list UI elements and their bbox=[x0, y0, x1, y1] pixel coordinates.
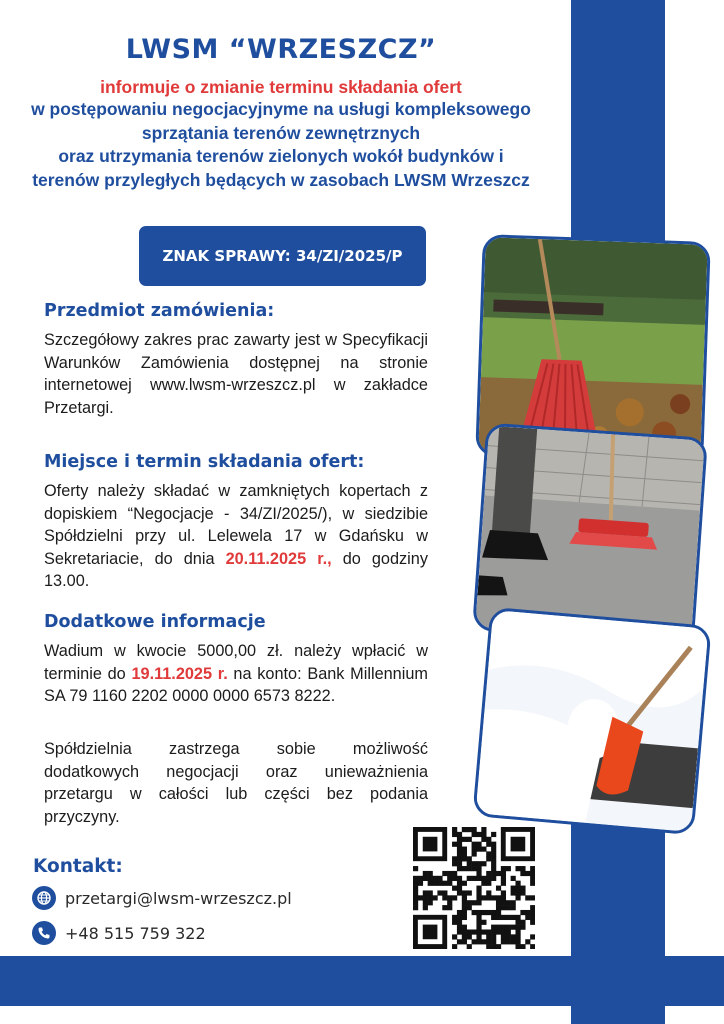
contact-heading: Kontakt: bbox=[33, 856, 123, 877]
wadium-date: 19.11.2025 r. bbox=[131, 664, 228, 683]
decorative-bottom-bar bbox=[0, 956, 724, 1006]
contact-phone-row bbox=[32, 921, 206, 945]
qr-code[interactable] bbox=[413, 827, 535, 949]
section-text-wadium bbox=[44, 640, 428, 708]
phone-icon bbox=[32, 921, 56, 945]
section-text-miejsce bbox=[44, 480, 428, 593]
subtitle-notice: informuje o zmianie terminu składania ofert bbox=[100, 77, 462, 97]
header bbox=[20, 34, 542, 192]
globe-icon bbox=[32, 886, 56, 910]
miejsce-text-after: do godziny 13.00. bbox=[44, 549, 428, 590]
subtitle-line-2: sprzątania terenów zewnętrznych bbox=[141, 122, 421, 143]
subtitle-line-3: oraz utrzymania terenów zielonych wokół budynków i bbox=[58, 146, 504, 166]
contact-phone[interactable]: +48 515 759 322 bbox=[65, 923, 206, 943]
section-heading-przedmiot: Przedmiot zamówienia: bbox=[44, 301, 275, 321]
reference-label: ZNAK SPRAWY: 34/ZI/2025/P bbox=[162, 247, 403, 265]
section-text-przedmiot: Szczegółowy zakres prac zawarty jest w Specyfikacji Warunków Zamówienia dostępnej na stronie internetowej www.lwsm-wrzeszcz.pl w zakładce Przetargi. bbox=[44, 331, 428, 417]
reference-badge bbox=[139, 226, 426, 286]
miejsce-text-before: Oferty należy składać w zamkniętych kopertach z dopiskiem “Negocjacje - 34/ZI/2025/), w siedzibie Spółdzielni przy ul. Lelewela 17 w Gdańsku w Sekretariacie, do dnia bbox=[44, 482, 428, 568]
wadium-text-after: na konto: Bank Millennium SA 79 1160 2202 0000 0000 6573 8222. bbox=[44, 664, 428, 705]
section-heading-miejsce: Miejsce i termin składania ofert: bbox=[44, 452, 365, 472]
subtitle-line-1: w postępowaniu negocjacyjnyme na usługi kompleksowego bbox=[31, 99, 531, 119]
contact-email-row bbox=[32, 886, 292, 910]
page-title: LWSM “WRZESZCZ” bbox=[125, 34, 437, 65]
section-heading-dodatkowe: Dodatkowe informacje bbox=[44, 612, 266, 632]
section-text-zastrzezenie: Spółdzielnia zastrzega sobie możliwość dodatkowych negocjacji oraz unieważnienia przetargu w całości lub części bez podania przyczyny. bbox=[44, 740, 428, 826]
wadium-text-before: Wadium w kwocie 5000,00 zł. należy wpłacić w terminie do bbox=[44, 642, 428, 683]
deadline-date: 20.11.2025 r., bbox=[225, 549, 332, 568]
contact-email[interactable]: przetargi@lwsm-wrzeszcz.pl bbox=[65, 888, 292, 908]
subtitle-line-4: terenów przyległych będących w zasobach LWSM Wrzeszcz bbox=[32, 169, 530, 190]
photo-snow-shovel bbox=[472, 607, 711, 836]
